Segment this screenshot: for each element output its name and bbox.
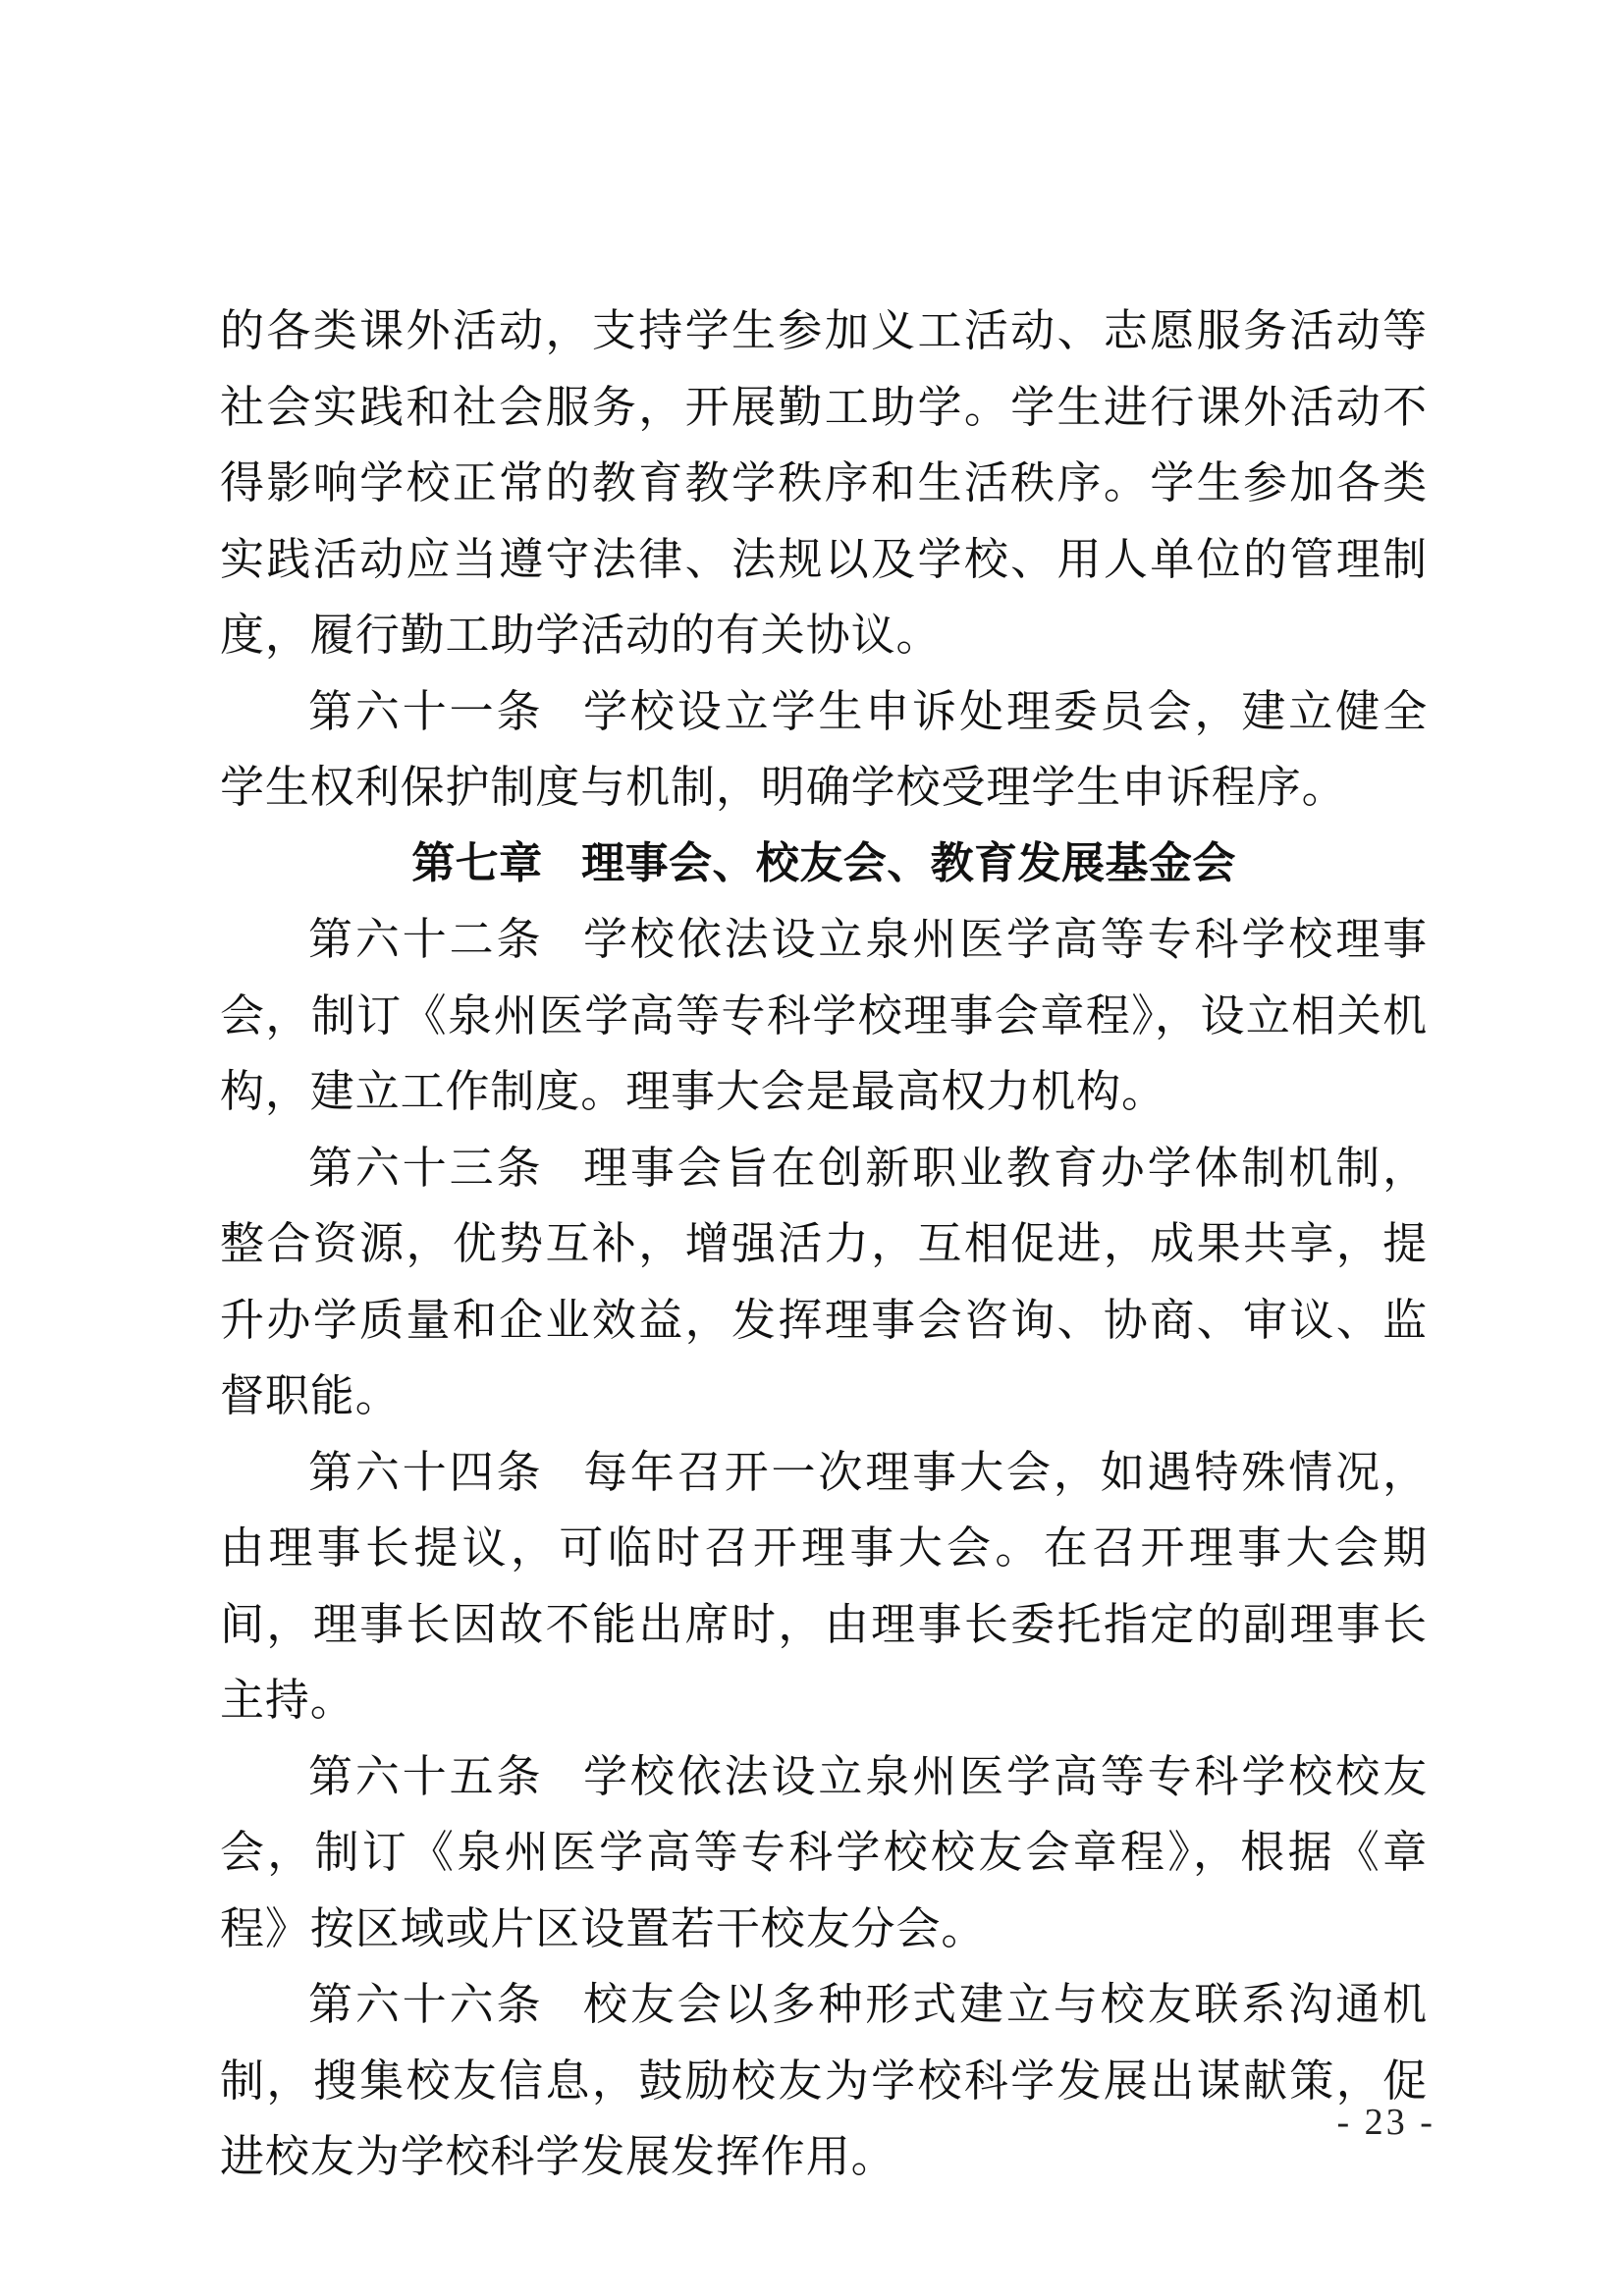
page-number: - 23 - (1336, 2102, 1435, 2143)
article-64-number: 第六十四条 (308, 1445, 544, 1498)
article-62-number: 第六十二条 (308, 913, 544, 965)
chapter-heading (220, 826, 1428, 902)
article-66-text: 校友会以多种形式建立与校友联系沟通机制，搜集校友信息，鼓励校友为学校科学发展出谋献策，促进校友为学校科学发展发挥作用。 (220, 1978, 1428, 2182)
article-66 (220, 1966, 1428, 2195)
article-63-number: 第六十三条 (308, 1141, 544, 1194)
paragraph-continuation: 的各类课外活动，支持学生参加义工活动、志愿服务活动等社会实践和社会服务，开展勤工助学。学生进行课外活动不得影响学校正常的教育教学秩序和生活秩序。学生参加各类实践活动应当遵守法律、法规以及学校、用人单位的管理制度，履行勤工助学活动的有关协议。 (220, 304, 1428, 661)
article-65 (220, 1738, 1428, 1967)
article-65-number: 第六十五条 (308, 1749, 544, 1802)
chapter-title: 理事会、校友会、教育发展基金会 (581, 837, 1236, 888)
article-62-text: 学校依法设立泉州医学高等专科学校理事会，制订《泉州医学高等专科学校理事会章程》，设立相关机构，建立工作制度。理事大会是最高权力机构。 (220, 913, 1428, 1117)
chapter-number: 第七章 (411, 837, 543, 888)
article-64-text: 每年召开一次理事大会，如遇特殊情况，由理事长提议，可临时召开理事大会。在召开理事大会期间，理事长因故不能出席时，由理事长委托指定的副理事长主持。 (220, 1445, 1428, 1726)
article-66-number: 第六十六条 (308, 1978, 544, 2030)
document-body (220, 293, 1428, 2195)
article-64 (220, 1434, 1428, 1738)
article-62 (220, 901, 1428, 1130)
article-61-number: 第六十一条 (308, 684, 544, 737)
article-63 (220, 1130, 1428, 1434)
article-61-text: 学校设立学生申诉处理委员会，建立健全学生权利保护制度与机制，明确学校受理学生申诉程序。 (220, 684, 1428, 813)
article-61 (220, 673, 1428, 826)
article-65-text: 学校依法设立泉州医学高等专科学校校友会，制订《泉州医学高等专科学校校友会章程》，根据《章程》按区域或片区设置若干校友分会。 (220, 1749, 1428, 1954)
article-63-text: 理事会旨在创新职业教育办学体制机制，整合资源，优势互补，增强活力，互相促进，成果共享，提升办学质量和企业效益，发挥理事会咨询、协商、审议、监督职能。 (220, 1141, 1428, 1421)
